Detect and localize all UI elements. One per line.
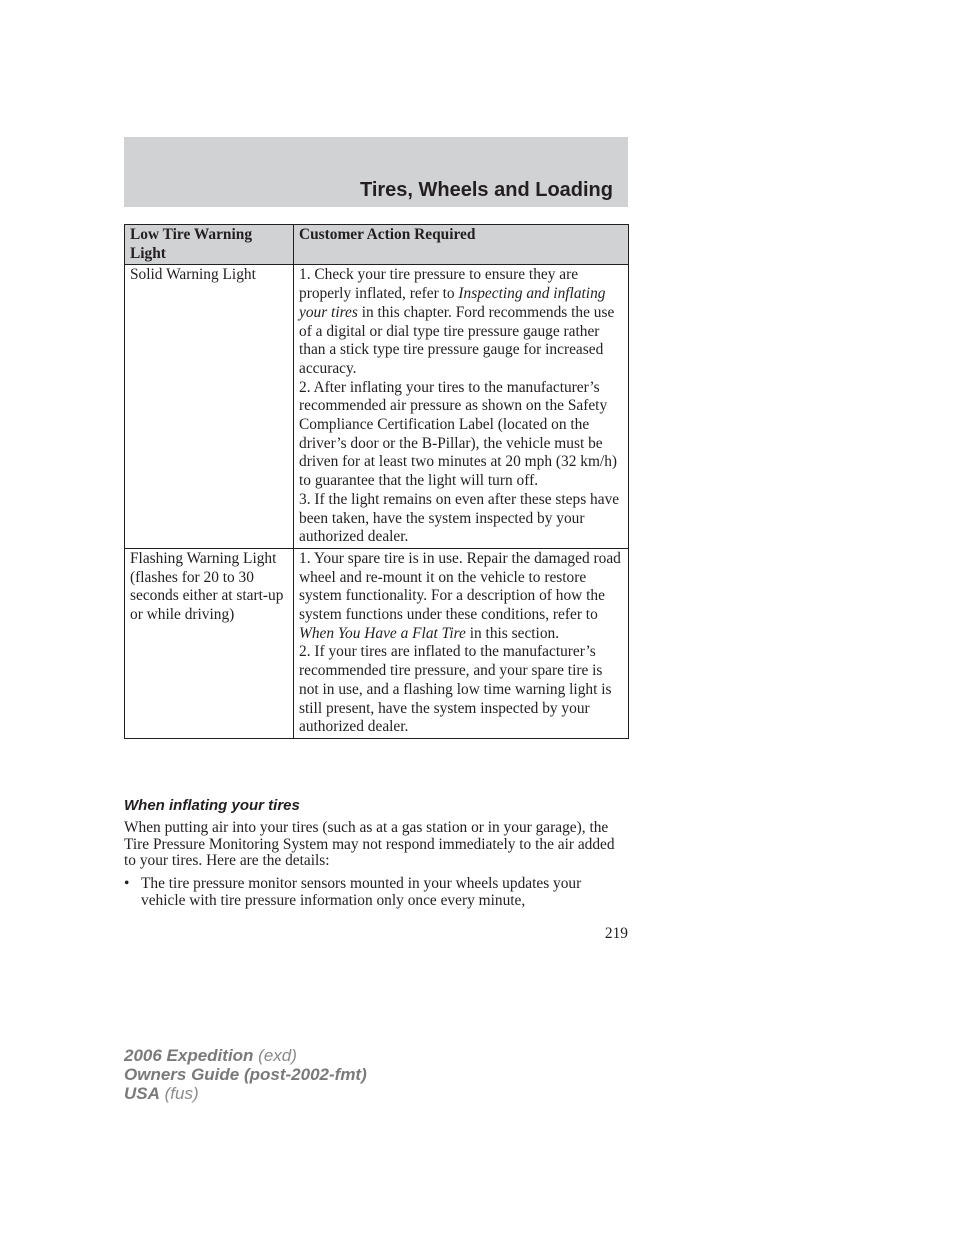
- list-item: [124, 876, 628, 909]
- section-heading: When inflating your tires: [124, 797, 300, 814]
- action-step: 3. If the light remains on even after these steps have been taken, have the system inspected by your authorized dealer.: [299, 490, 620, 546]
- footer-line-market: USA (fus): [124, 1084, 199, 1103]
- action-step: 2. If your tires are inflated to the manufacturer’s recommended tire pressure, and your spare tire is not in use, and a flashing low time warning light is still present, have the system inspected by your authorized dealer.: [299, 643, 612, 736]
- action-cell: [294, 548, 629, 738]
- footer-line-guide: Owners Guide (post-2002-fmt): [124, 1065, 367, 1084]
- chapter-header-band: [124, 137, 628, 207]
- cross-reference: Inspecting and inflating your tires: [299, 285, 606, 321]
- action-step: 1. Your spare tire is in use. Repair the damaged road wheel and re-mount it on the vehicle to restore system functionality. For a description of how the system functions under these conditions, refer to When You Have a Flat Tire in this section.: [299, 549, 621, 642]
- cross-reference: When You Have a Flat Tire: [299, 624, 466, 642]
- table-row: [125, 548, 629, 738]
- list-item-text: The tire pressure monitor sensors mounted in your wheels updates your vehicle with tire pressure information only once every minute,: [141, 875, 582, 909]
- footer-line-model: 2006 Expedition (exd): [124, 1046, 297, 1065]
- action-step: 2. After inflating your tires to the manufacturer’s recommended air pressure as shown on the Safety Compliance Certification Label (located on the driver’s door or the B-Pillar), the vehicle must be driven for at least two minutes at 20 mph (32 km/h) to guarantee that the light will turn off.: [299, 378, 618, 490]
- document-footer: [124, 1046, 367, 1103]
- chapter-title: Tires, Wheels and Loading: [359, 179, 613, 201]
- table-header-row: [125, 225, 629, 265]
- action-cell: [294, 265, 629, 549]
- column-header-warning-light: Low Tire Warning Light: [125, 225, 294, 265]
- condition-cell: Solid Warning Light: [125, 265, 294, 549]
- condition-cell: Flashing Warning Light (flashes for 20 to 30 seconds either at start-up or while driving): [125, 548, 294, 738]
- page-number: 219: [604, 925, 628, 942]
- bullet-icon: •: [124, 875, 130, 892]
- body-paragraph: When putting air into your tires (such as at a gas station or in your garage), the Tire Pressure Monitoring System may not respond immediately to the air added to your tires. Here are the details:: [124, 819, 615, 870]
- warning-light-table: [124, 224, 629, 739]
- column-header-action: Customer Action Required: [294, 225, 629, 265]
- table-row: [125, 265, 629, 549]
- action-step: 1. Check your tire pressure to ensure they are properly inflated, refer to Inspecting and inflating your tires in this chapter. Ford recommends the use of a digital or dial type tire pressure gauge rather than a stick type tire pressure gauge for increased accuracy.: [299, 266, 615, 377]
